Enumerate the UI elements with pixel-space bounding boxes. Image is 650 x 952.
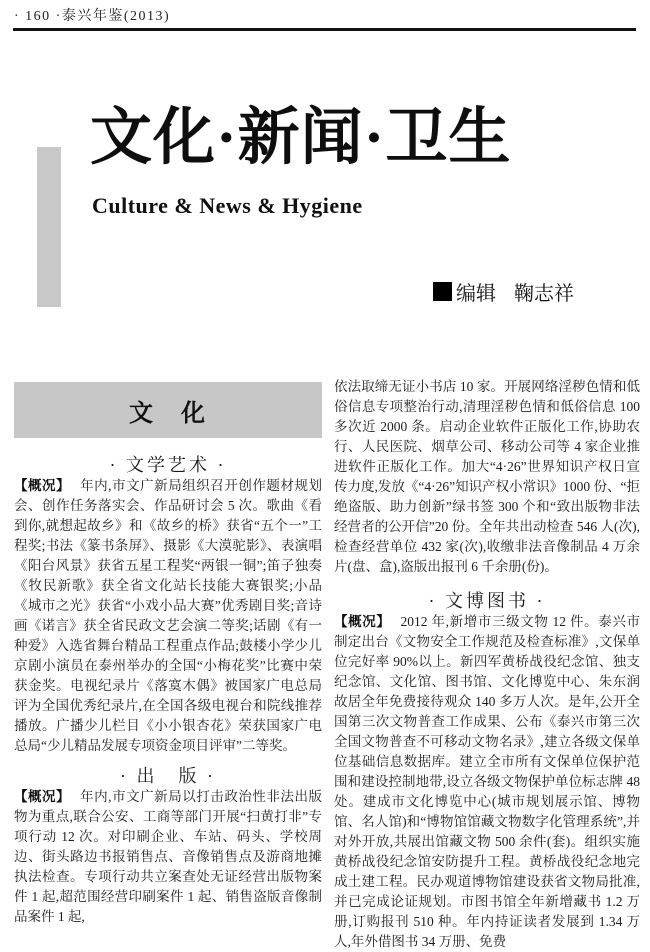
overview-label: 【概况】 [14,478,71,493]
chapter-title: 文化·新闻·卫生 [90,104,512,172]
paragraph-publishing [14,787,322,927]
paragraph-literature-art [14,476,322,756]
editor-name: 鞠志祥 [514,283,574,305]
paragraph-text: 依法取缔无证小书店 10 家。开展网络淫秽色情和低俗信息专项整治行动,清理淫秽色情和低俗信息 100 多次近 2000 条。启动企业软件正版化工作,协助农行、人民医院、烟草公司、移动公司等 4 家企业推进软件正版化工作。加大“4·26”世界知识产权日宣传力度,发放《“4·26”知识产权小常识》1000 份、“拒绝盗版、助力创新”绿书签 300 个和“致出版物非法经营者的公开信”20 份。全年共出动检查 546 人(次),检查经营单位 432 家(次),收缴非法音像制品 4 万余片(盘、盒),盗版出报刊 6 千余册(份)。 [334,379,640,574]
left-column [14,382,322,927]
section-title: 文 化 [129,400,207,427]
subsection-museum-library: · 文博图书 · [428,591,546,611]
paragraph-museum-library [334,612,640,952]
paragraph-publishing-continuation [334,377,640,577]
title-accent-bar [37,147,61,307]
chapter-subtitle-english: Culture & News & Hygiene [92,193,363,218]
overview-label: 【概况】 [14,789,71,804]
section-header-culture [14,382,322,438]
page-number-marker: · 160 ·泰兴年鉴(2013) [14,9,171,24]
paragraph-text: 2012 年,新增市三级文物 12 件。泰兴市制定出台《文物安全工作规范及检查标准》,文保单位完好率 90%以上。新四军黄桥战役纪念馆、独支纪念馆、文化馆、图书馆、文化博览中心、朱东润故居全年免费接待观众 140 多万人次。是年,公开全国第三次文物普查工作成果、公布《泰兴市第三次全国文物普查不可移动文物名录》,建立各级文保单位基础信息数据库。建立全市所有文保单位保护范围和建设控制地带,设立各级文物保护单位标志牌 48 处。建成市文化博览中心(城市规划展示馆、博物馆、名人馆)和“博物馆馆藏文物数字化管理系统”,并对外开放,共展出馆藏文物 500 余件(套)。组织实施黄桥战役纪念馆安防提升工程。黄桥战役纪念地完成土建工程。民办观道博物馆建设获省文物局批准,并已完成论证规划。市图书馆全年新增藏书 1.2 万册,订购报刊 510 种。年内持证读者发展到 1.34 万人,年外借图书 34 万册、免费 [334,614,640,949]
header-rule [13,28,636,31]
overview-label: 【概况】 [334,614,391,629]
subsection-literature-art: · 文学艺术 · [109,455,227,475]
paragraph-text: 年内,市文广新局以打击政治性非法出版物为重点,联合公安、工商等部门开展“扫黄打非”专项行动 12 次。对印刷企业、车站、码头、学校周边、街头路边书报销售点、音像销售点及游商地摊执法检查。专项行动共立案查处无证经营出版物案件 1 起,超范围经营印刷案件 1 起、销售盗版音像制品案件 1 起, [14,789,323,924]
editor-label: 编辑 [456,283,496,305]
right-column [334,377,640,952]
paragraph-text: 年内,市文广新局组织召开创作题材规划会、创作任务落实会、作品研讨会 5 次。歌曲《看到你,就想起故乡》和《故乡的桥》获省“五个一”工程奖;书法《篆书条屏》、摄影《大漠驼影》、表演唱《阳台风景》获省五星工程奖“两银一铜”;笛子独奏《牧民新歌》获全省文化站长技能大赛银奖;小品《城市之光》获省“小戏小品大赛”优秀剧目奖;音诗画《诺言》获全省民政文艺会演二等奖;话剧《有一种爱》入选省舞台精品工程重点作品;鼓楼小学少儿京剧小演员在泰州举办的全国“小梅花奖”比赛中荣获金奖。电视纪录片《落寞木偶》被国家广电总局评为全国优秀纪录片,在全国各级电视台和院线推荐播放。广播少儿栏目《小小银杏花》荣获国家广电总局“少儿精品发展专项资金项目评审”二等奖。 [14,478,323,753]
subsection-publishing: · 出 版 · [120,766,216,786]
square-bullet-icon [433,282,452,301]
editor-credit [433,277,574,306]
